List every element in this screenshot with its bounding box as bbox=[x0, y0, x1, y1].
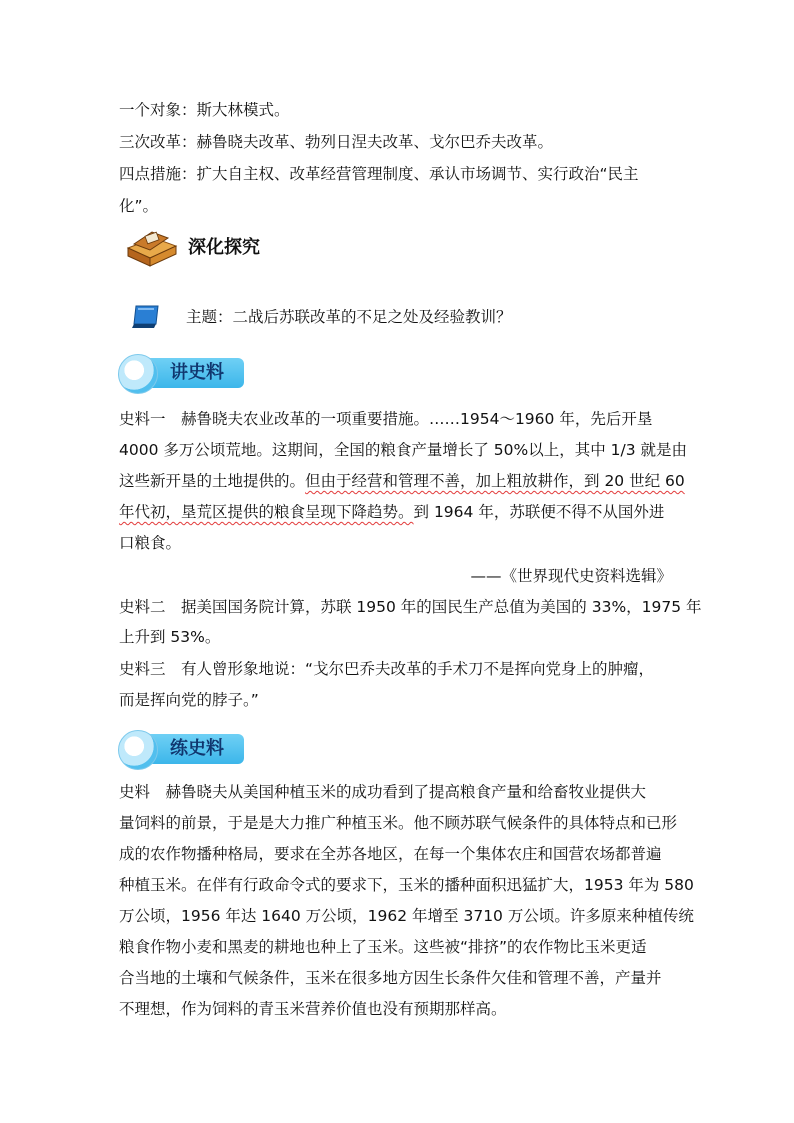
practice-label: 练史料 bbox=[170, 738, 224, 759]
material-1-source: ——《世界现代史资料选辑》 bbox=[470, 567, 672, 585]
practice-line-2: 量饲料的前景，于是是大力推广种植玉米。他不顾苏联气候条件的具体特点和已形 bbox=[119, 814, 678, 832]
practice-line-5: 万公顷，1956 年达 1640 万公顷，1962 年增至 3710 万公顷。许多原来种植传统 bbox=[119, 907, 694, 925]
clock-icon bbox=[118, 354, 158, 394]
practice-line-7: 合当地的土壤和气候条件，玉米在很多地方因生长条件欠佳和管理不善，产量并 bbox=[119, 969, 662, 987]
intro-line-4: 化”。 bbox=[119, 197, 159, 215]
lecture-banner bbox=[118, 354, 244, 392]
practice-line-4: 种植玉米。在伴有行政命令式的要求下，玉米的播种面积迅猛扩大，1953 年为 580 bbox=[119, 876, 694, 894]
material-3-line-1: 史料三 有人曾形象地说：“戈尔巴乔夫改革的手术刀不是挥向党身上的肿瘤， bbox=[119, 660, 655, 678]
clock-icon bbox=[118, 730, 158, 770]
practice-line-8: 不理想，作为饲料的青玉米营养价值也没有预期那样高。 bbox=[119, 1000, 507, 1018]
topic-text: 主题：二战后苏联改革的不足之处及经验教训？ bbox=[186, 308, 512, 326]
underlined-text: 年代初，垦荒区提供的粮食呈现下降趋势。 bbox=[119, 503, 414, 521]
material-1-line-3 bbox=[119, 471, 685, 491]
intro-line-3: 四点措施：扩大自主权、改革经营管理制度、承认市场调节、实行政治“民主 bbox=[119, 165, 639, 183]
practice-line-6: 粮食作物小麦和黑麦的耕地也种上了玉米。这些被“排挤”的农作物比玉米更适 bbox=[119, 938, 647, 956]
material-3-line-2: 而是挥向党的脖子。” bbox=[119, 691, 259, 709]
flag-book-icon bbox=[130, 302, 162, 330]
material-1-line-1: 史料一 赫鲁晓夫农业改革的一项重要措施。……1954～1960 年，先后开垦 bbox=[119, 410, 653, 428]
lecture-label: 讲史料 bbox=[170, 362, 224, 383]
intro-line-1: 一个对象：斯大林模式。 bbox=[119, 101, 290, 119]
material-1-line-2: 4000 多万公顷荒地。这期间，全国的粮食产量增长了 50%以上，其中 1/3 就是由 bbox=[119, 441, 688, 459]
material-2-line-1: 史料二 据美国国务院计算，苏联 1950 年的国民生产总值为美国的 33%，1975 年 bbox=[119, 598, 702, 616]
material-1-line-5: 口粮食。 bbox=[119, 534, 182, 552]
material-1-line-4 bbox=[119, 502, 664, 522]
practice-line-3: 成的农作物播种格局，要求在全苏各地区，在每一个集体农庄和国营农场都普遍 bbox=[119, 845, 662, 863]
material-1-text: 到 1964 年，苏联便不得不从国外进 bbox=[413, 503, 665, 521]
underlined-text: 但由于经营和管理不善，加上粗放耕作，到 20 世纪 60 bbox=[305, 472, 685, 490]
practice-line-1: 史料 赫鲁晓夫从美国种植玉米的成功看到了提高粮食产量和给畜牧业提供大 bbox=[119, 783, 647, 801]
book-icon bbox=[124, 226, 180, 270]
material-1-text: 这些新开垦的土地提供的。 bbox=[119, 472, 306, 490]
material-2-line-2: 上升到 53%。 bbox=[119, 628, 221, 646]
practice-banner bbox=[118, 730, 244, 768]
section-title: 深化探究 bbox=[188, 237, 260, 258]
intro-line-2: 三次改革：赫鲁晓夫改革、勃列日涅夫改革、戈尔巴乔夫改革。 bbox=[119, 133, 554, 151]
